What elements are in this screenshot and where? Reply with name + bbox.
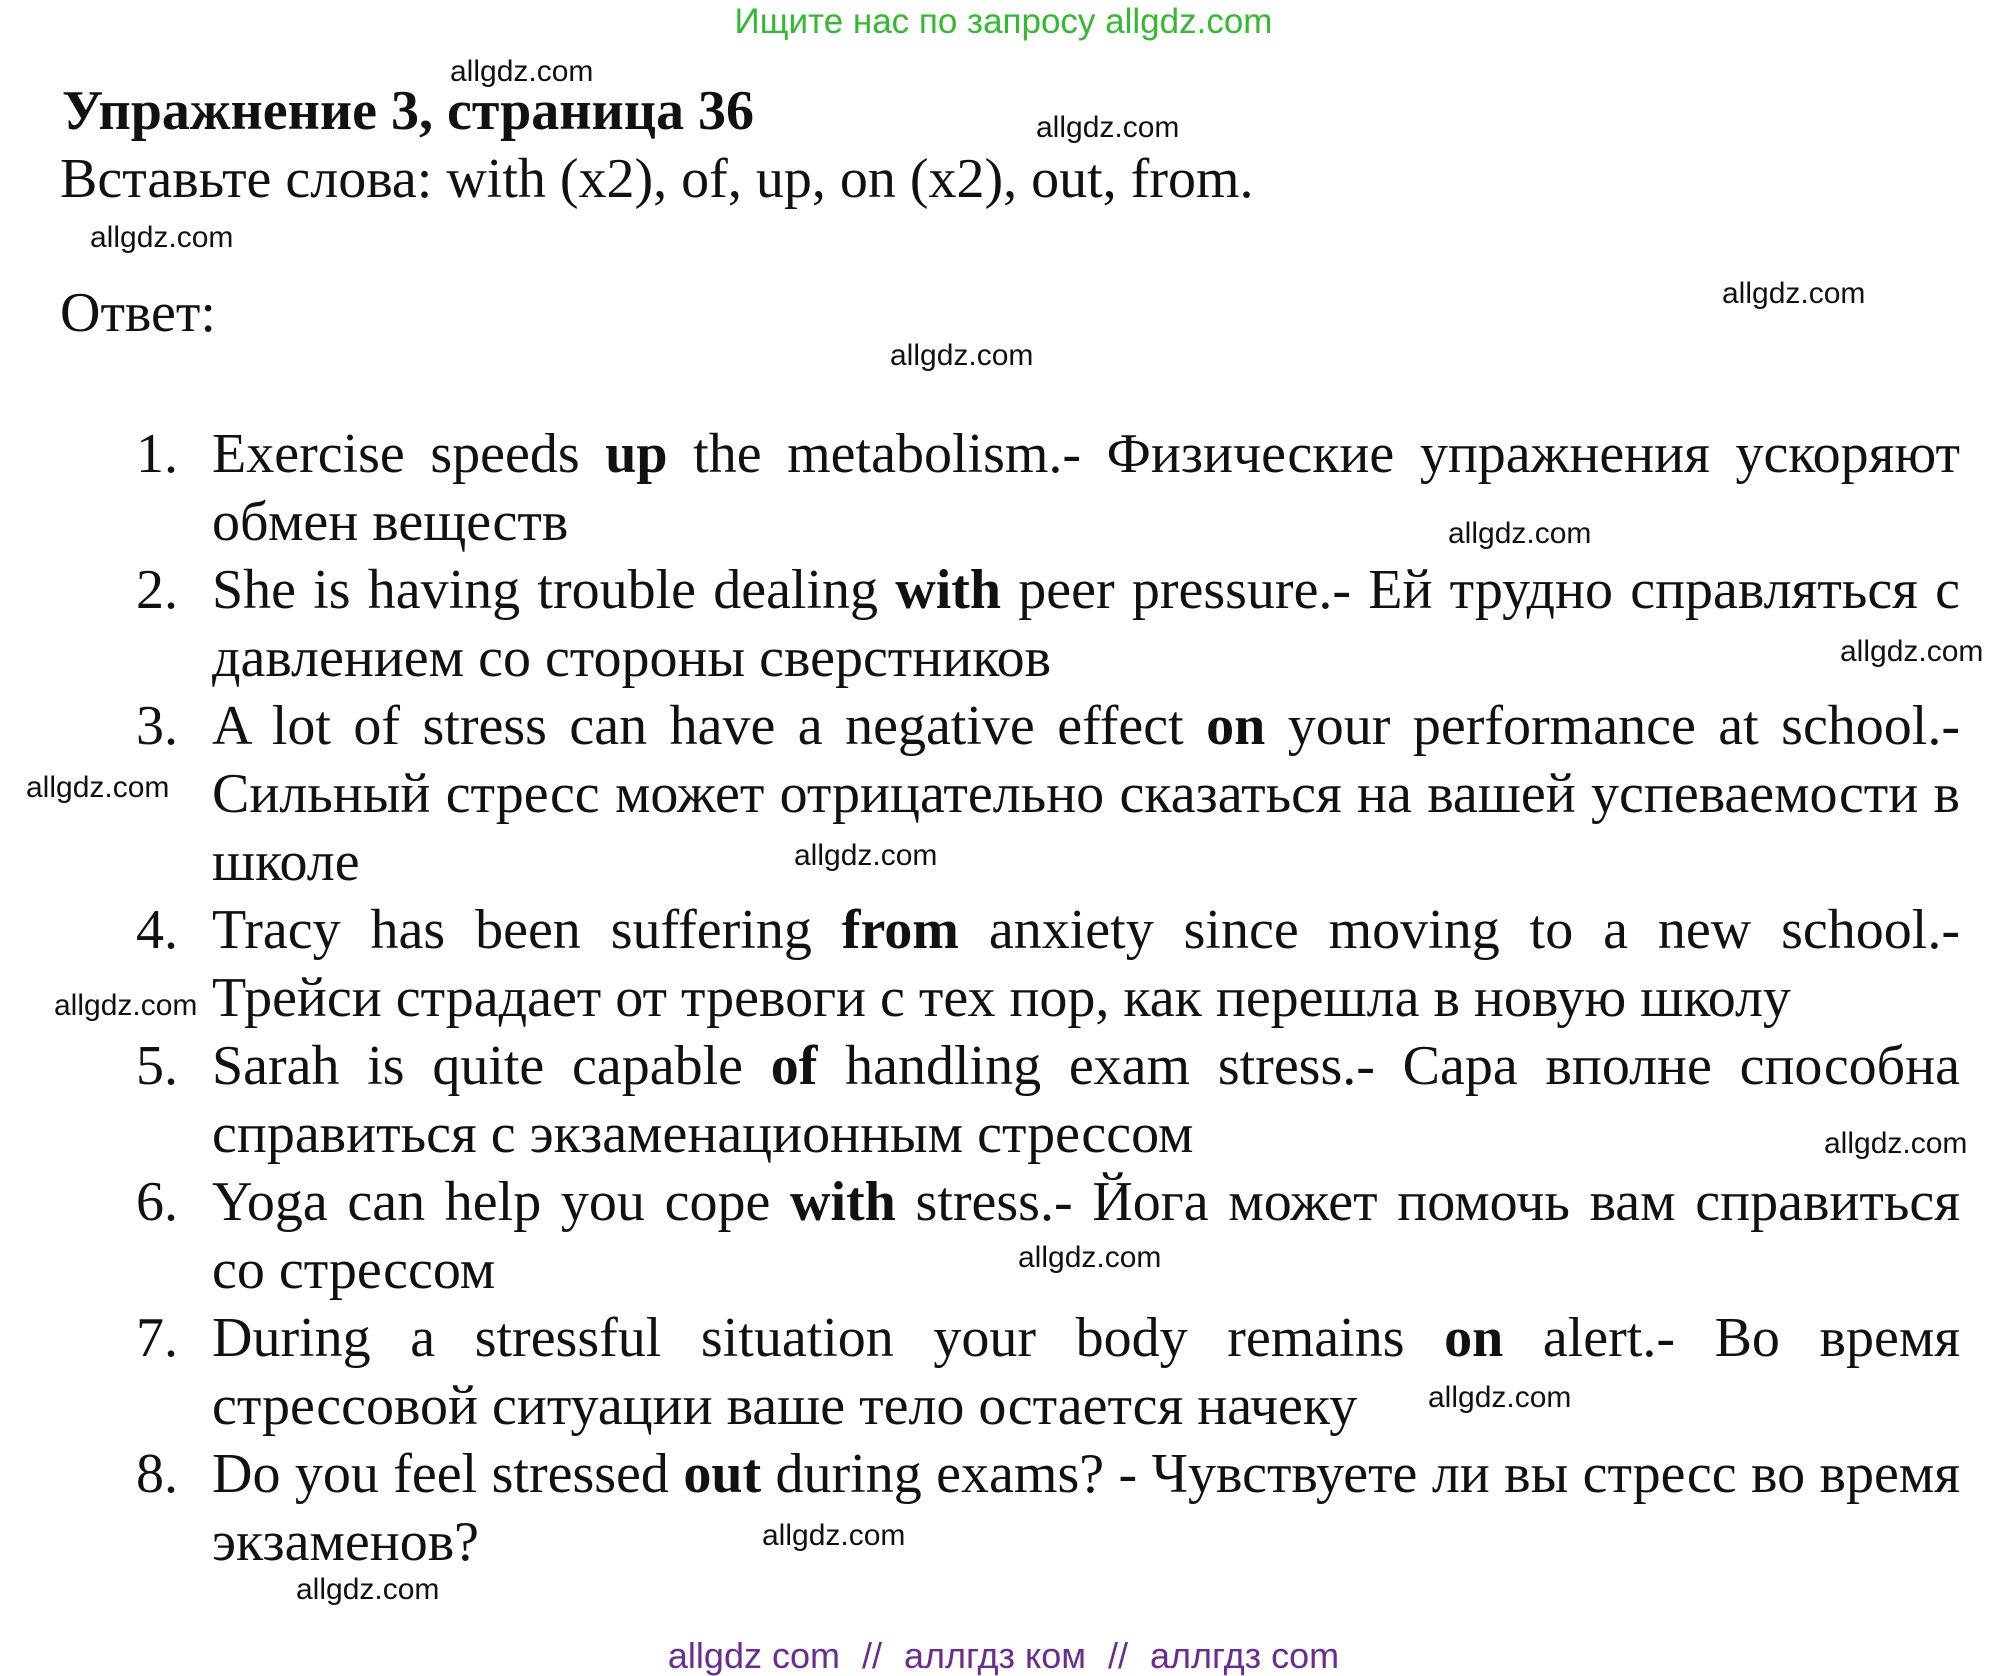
inserted-word: on [1444, 1307, 1504, 1369]
footer-link-allgdz[interactable]: allgdz com [667, 1635, 840, 1676]
inserted-word: with [790, 1171, 896, 1233]
answer-text-before: Do you feel stressed [212, 1443, 684, 1505]
answer-text-after: stress.- Йога может помочь вам справиться со стрессом [212, 1171, 1961, 1301]
watermark: allgdz.com [1018, 1241, 1162, 1274]
answer-number: 4. [136, 899, 178, 961]
watermark: allgdz.com [26, 771, 170, 804]
inserted-word: out [683, 1443, 762, 1505]
exercise-title: Упражнение 3, страница 36 [62, 80, 755, 142]
watermark: allgdz.com [794, 839, 938, 872]
answer-text [212, 1440, 1960, 1576]
footer-separator: // [861, 1635, 882, 1676]
inserted-word: with [895, 559, 1002, 621]
answer-text-before: A lot of stress can have a negative effect [212, 695, 1207, 757]
watermark: allgdz.com [1840, 635, 1984, 668]
answer-text [212, 1032, 1960, 1168]
answer-text-before: Yoga can help you cope [212, 1171, 791, 1233]
answer-text-after: during exams? - Чувствуете ли вы стресс во время экзаменов? [212, 1443, 1961, 1573]
answer-number: 5. [136, 1035, 178, 1097]
search-banner: Ищите нас по запросу allgdz.com [734, 2, 1273, 41]
answer-number: 1. [136, 423, 178, 485]
watermark: allgdz.com [1722, 277, 1866, 310]
answer-number: 8. [136, 1443, 178, 1505]
answer-number: 6. [136, 1171, 178, 1233]
answer-text-after: handling exam stress.- Сара вполне способна справиться с экзаменационным стрессом [212, 1035, 1960, 1165]
inserted-word: up [605, 423, 668, 485]
answer-text [212, 896, 1960, 1032]
footer-link-allgdz-mixed[interactable]: аллгдз com [1150, 1635, 1340, 1676]
watermark: allgdz.com [762, 1519, 906, 1552]
watermark: allgdz.com [296, 1573, 440, 1606]
answer-text [212, 692, 1960, 896]
answer-text-after: anxiety since moving to a new school.- Трейси страдает от тревоги с тех пор, как перешла в новую школу [212, 899, 1960, 1029]
answer-number: 2. [136, 559, 178, 621]
watermark: allgdz.com [1036, 111, 1180, 144]
watermark: allgdz.com [1824, 1127, 1968, 1160]
answer-number: 7. [136, 1307, 178, 1369]
inserted-word: on [1206, 695, 1266, 757]
watermark: allgdz.com [450, 55, 594, 88]
answer-label: Ответ: [60, 282, 216, 344]
watermark: allgdz.com [90, 221, 234, 254]
answer-text-before: Exercise speeds [212, 423, 606, 485]
watermark: allgdz.com [1428, 1381, 1572, 1414]
answer-text [212, 1304, 1960, 1440]
footer-links [0, 1636, 2007, 1676]
footer-separator: // [1108, 1635, 1129, 1676]
answer-text [212, 556, 1960, 692]
watermark: allgdz.com [1448, 517, 1592, 550]
answer-text-after: your performance at school.- Сильный стресс может отрицательно сказаться на вашей успеваемости в школе [212, 695, 1961, 893]
answer-text-before: During a stressful situation your body remains [212, 1307, 1445, 1369]
answer-text-before: Sarah is quite capable [212, 1035, 771, 1097]
answer-text-after: peer pressure.- Ей трудно справляться с давлением со стороны сверстников [212, 559, 1961, 689]
watermark: allgdz.com [54, 989, 198, 1022]
answer-text [212, 420, 1960, 556]
watermark: allgdz.com [890, 339, 1034, 372]
exercise-instruction: Вставьте слова: with (x2), of, up, on (x2), out, from. [60, 148, 1254, 210]
answer-text [212, 1168, 1960, 1304]
inserted-word: of [770, 1035, 818, 1097]
answer-text-after: alert.- Во время стрессовой ситуации ваше тело остается начеку [212, 1307, 1961, 1437]
answer-text-before: Tracy has been suffering [212, 899, 842, 961]
answer-number: 3. [136, 695, 178, 757]
answer-text-before: She is having trouble dealing [212, 559, 896, 621]
inserted-word: from [841, 899, 959, 961]
footer-link-allgdz-ru[interactable]: аллгдз ком [904, 1635, 1086, 1676]
answer-text-after: the metabolism.- Физические упражнения ускоряют обмен веществ [212, 423, 1961, 553]
